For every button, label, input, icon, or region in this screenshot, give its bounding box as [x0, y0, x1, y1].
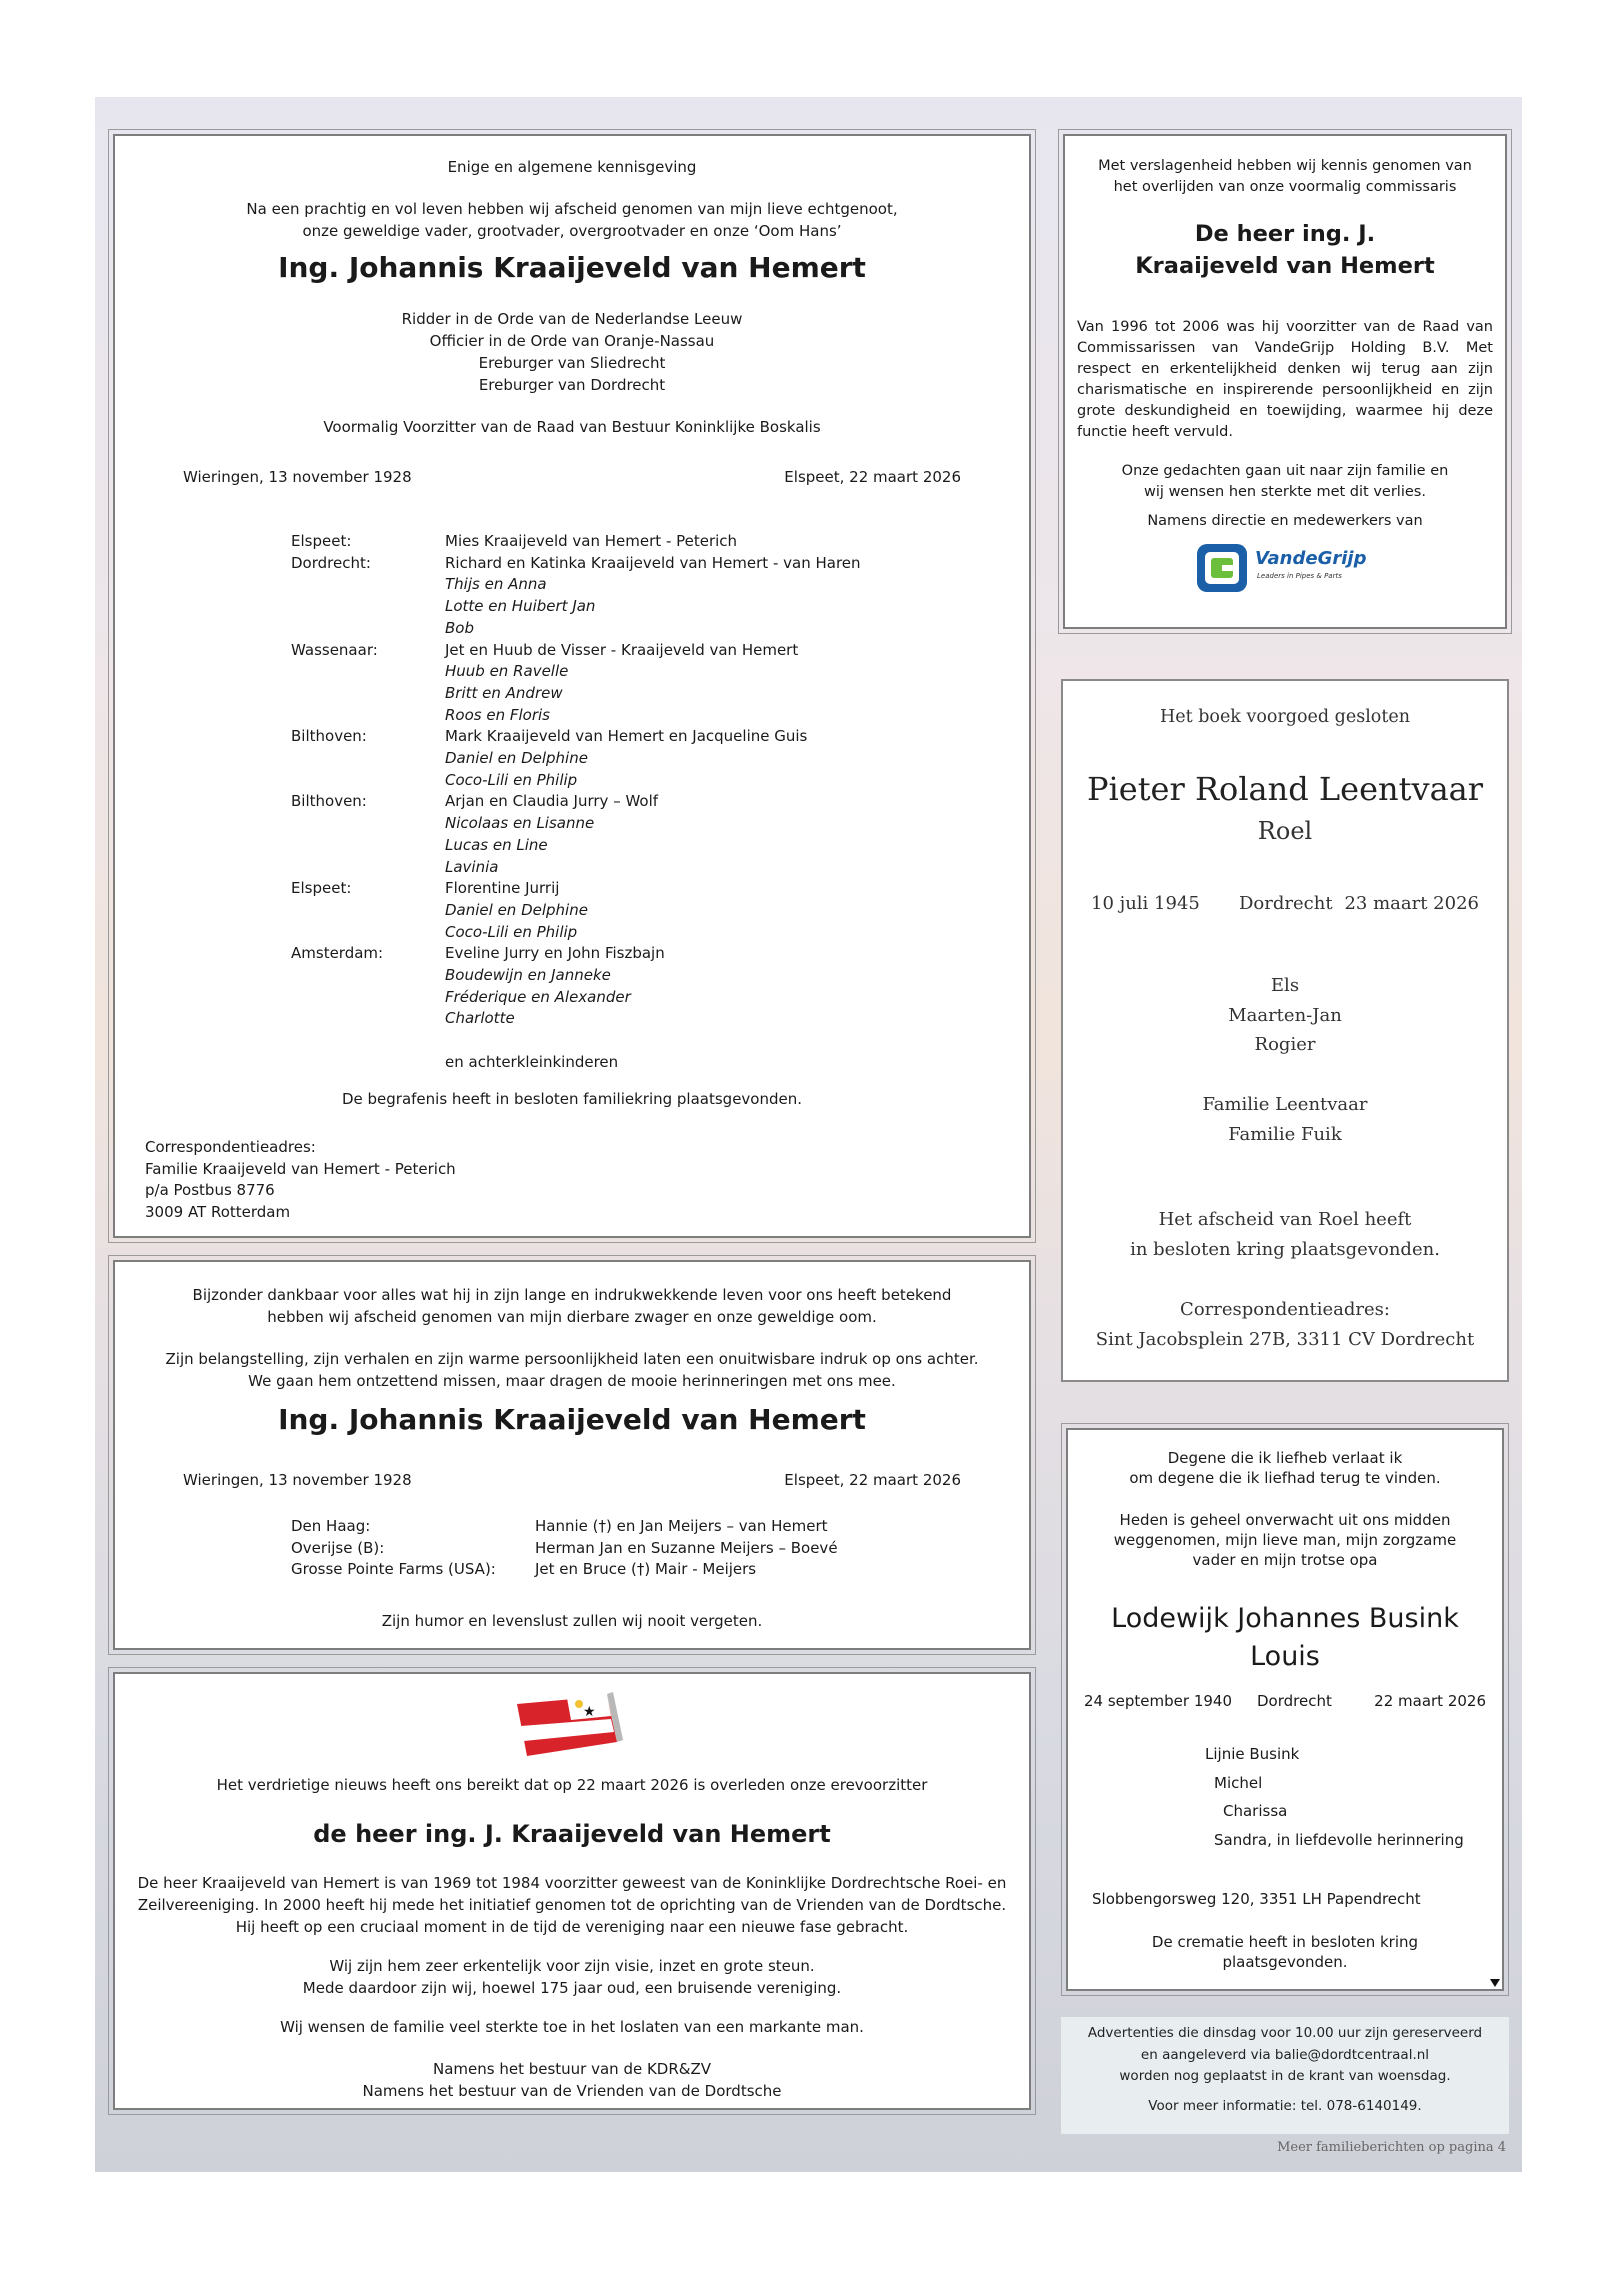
family-place: Wassenaar: — [291, 640, 378, 659]
obituary-ad-kraaijeveld-family — [113, 134, 1031, 1238]
family-name: Charissa — [1223, 1802, 1288, 1820]
address-line: Sint Jacobsplein 27B, 3311 CV Dordrecht — [1095, 1328, 1475, 1350]
family-member: Hannie (†) en Jan Meijers – van Hemert — [535, 1517, 828, 1535]
address-label: Correspondentieadres: — [1180, 1299, 1390, 1320]
family-member: Thijs en Anna — [445, 575, 547, 594]
birth-date: 10 juli 1945 — [1091, 893, 1200, 914]
intro-line: Zijn belangstelling, zijn verhalen en zijn warme persoonlijkheid laten een onuitwisbare indruk op ons achter. — [165, 1350, 979, 1368]
farewell-line: Het afscheid van Roel heeft — [1158, 1209, 1412, 1230]
family-name: Michel — [1214, 1773, 1263, 1792]
signature-line: Namens directie en medewerkers van — [1147, 513, 1423, 529]
children-list — [1063, 971, 1507, 1060]
thoughts-line: Onze gedachten gaan uit naar zijn familie en — [1121, 463, 1449, 479]
family-member: en achterkleinkinderen — [445, 1052, 619, 1071]
birth-date-place: Wieringen, 13 november 1928 — [183, 468, 412, 486]
page-background — [95, 97, 1522, 2172]
family-place: Bilthoven: — [291, 792, 367, 811]
family-member: Eveline Jurry en John Fiszbajn — [445, 944, 665, 963]
closing-line: Zijn humor en levenslust zullen wij nooit vergeten. — [381, 1612, 763, 1630]
ad-header: Enige en algemene kennisgeving — [447, 158, 697, 176]
deceased-name: de heer ing. J. Kraaijeveld van Hemert — [313, 1820, 831, 1848]
family-member: Richard en Katinka Kraaijeveld van Hemert - van Haren — [445, 553, 861, 572]
family-member: Bob — [445, 618, 474, 637]
tribute-line: functie heeft vervuld. — [1077, 424, 1233, 440]
thoughts-line: wij wensen hen sterkte met dit verlies. — [1144, 484, 1426, 500]
vandegrijp-logo-icon — [1195, 542, 1249, 594]
family-member: Britt en Andrew — [445, 683, 563, 702]
intro-line: hebben wij afscheid genomen van mijn dierbare zwager en onze geweldige oom. — [267, 1308, 877, 1326]
obituary-ad-busink — [1066, 1428, 1504, 1991]
farewell-line: in besloten kring plaatsgevonden. — [1130, 1238, 1440, 1260]
family-place: Elspeet: — [291, 879, 352, 898]
death-date-place: Elspeet, 22 maart 2026 — [784, 1471, 961, 1489]
obituary-ad-vandegrijp — [1063, 134, 1507, 629]
address-line: Correspondentieadres: — [145, 1138, 316, 1156]
tribute-line: Van 1996 tot 2006 was hij voorzitter van de Raad van — [1077, 319, 1493, 335]
intro-line: vader en mijn trotse opa — [1192, 1551, 1378, 1569]
family-member: Lotte en Huibert Jan — [445, 597, 596, 616]
family-member: Coco-Lili en Philip — [445, 922, 578, 941]
advertising-notice — [1061, 2017, 1509, 2134]
tribute-line: Commissarissen van VandeGrijp Holding B.V. Met — [1077, 340, 1493, 356]
intro-line: We gaan hem ontzettend missen, maar dragen de mooie herinneringen met ons mee. — [248, 1372, 896, 1390]
family-name: Familie Leentvaar — [1202, 1094, 1368, 1115]
deceased-nickname: Louis — [1250, 1641, 1320, 1672]
ad-header: Het boek voorgoed gesloten — [1160, 707, 1410, 727]
family-member: Mark Kraaijeveld van Hemert en Jacqueline Guis — [445, 727, 808, 746]
birth-date: 24 september 1940 — [1084, 1692, 1233, 1710]
family-name: Lijnie Busink — [1205, 1745, 1300, 1763]
family-place: Overijse (B): — [291, 1538, 385, 1557]
deceased-name: De heer ing. J. — [1194, 221, 1376, 247]
quote-line: om degene die ik liefhad terug te vinden. — [1129, 1469, 1441, 1487]
deceased-nickname: Roel — [1257, 817, 1313, 845]
family-member: Lavinia — [445, 857, 499, 876]
club-flag-logo — [513, 1682, 625, 1764]
address-line: p/a Postbus 8776 — [145, 1181, 275, 1199]
body-line: Wij wensen de familie veel sterkte toe in het loslaten van een markante man. — [280, 2018, 864, 2036]
cremation-line: plaatsgevonden. — [1222, 1953, 1348, 1971]
family-member: Florentine Jurrij — [445, 879, 560, 898]
logo-tagline: Leaders in Pipes & Parts — [1257, 572, 1342, 580]
quote-line: Degene die ik liefheb verlaat ik — [1167, 1449, 1403, 1467]
child-name: Els — [1270, 975, 1300, 996]
notice-line: worden nog geplaatst in de krant van woensdag. — [1119, 2068, 1451, 2084]
family-member: Boudewijn en Janneke — [445, 966, 611, 984]
former-position: Voormalig Voorzitter van de Raad van Bestuur Koninklijke Boskalis — [323, 418, 821, 436]
body-line: Hij heeft op een cruciaal moment in de tijd de vereniging naar een nieuwe fase gebracht. — [235, 1918, 909, 1936]
address-line: 3009 AT Rotterdam — [145, 1202, 291, 1221]
obituary-ad-leentvaar — [1061, 679, 1509, 1382]
page-footer: Meer familieberichten op pagina 4 — [1277, 2140, 1506, 2155]
intro-line: weggenomen, mijn lieve man, mijn zorgzame — [1113, 1531, 1457, 1549]
intro-line: Met verslagenheid hebben wij kennis genomen van — [1098, 158, 1472, 174]
family-place: Dordrecht: — [291, 553, 371, 572]
death-date: 23 maart 2026 — [1344, 893, 1479, 914]
correspondence-address — [145, 1137, 456, 1223]
body-line: Zeilvereeniging. In 2000 heeft hij mede het initiatief genomen tot de oprichting van de Vrienden van de Dordtsche. — [137, 1896, 1007, 1914]
death-date: 22 maart 2026 — [1374, 1692, 1486, 1710]
notice-contact: Voor meer informatie: tel. 078-6140149. — [1148, 2097, 1422, 2114]
body-line: Mede daardoor zijn wij, hoewel 175 jaar oud, een bruisende vereniging. — [302, 1979, 842, 1997]
tribute-line: respect en erkentelijkheid denken wij terug aan zijn — [1077, 361, 1493, 377]
child-name: Rogier — [1254, 1034, 1316, 1055]
family-member: Daniel en Delphine — [445, 900, 588, 919]
continued-arrow-icon — [1490, 1979, 1500, 1987]
honor-line: Ereburger van Dordrecht — [478, 376, 666, 394]
deceased-name: Kraaijeveld van Hemert — [1135, 253, 1435, 279]
cremation-line: De crematie heeft in besloten kring — [1151, 1933, 1419, 1951]
place: Dordrecht — [1257, 1692, 1332, 1710]
signature-line: Namens het bestuur van de Vrienden van de Dordtsche — [362, 2082, 782, 2100]
honor-line: Officier in de Orde van Oranje-Nassau — [429, 332, 715, 350]
deceased-name: Pieter Roland Leentvaar — [1086, 770, 1484, 808]
honor-line: Ereburger van Sliedrecht — [478, 354, 666, 372]
family-list — [1205, 1740, 1464, 1854]
family-member: Huub en Ravelle — [445, 662, 569, 681]
family-place: Grosse Pointe Farms (USA): — [291, 1560, 496, 1579]
child-name: Maarten-Jan — [1228, 1004, 1342, 1026]
family-member: Mies Kraaijeveld van Hemert - Peterich — [445, 532, 738, 550]
family-place: Elspeet: — [291, 532, 352, 550]
family-name: Familie Fuik — [1228, 1123, 1342, 1145]
flag-star: ★ — [583, 1704, 596, 1720]
family-place: Bilthoven: — [291, 727, 367, 746]
honors-list — [115, 308, 1029, 396]
family-member: Herman Jan en Suzanne Meijers – Boevé — [535, 1538, 838, 1557]
tribute-line: grote deskundigheid en toewijding, waarmee hij deze — [1077, 403, 1493, 419]
body-line: Wij zijn hem zeer erkentelijk voor zijn visie, inzet en grote steun. — [329, 1957, 815, 1975]
notice-line: Advertenties die dinsdag voor 10.00 uur zijn gereserveerd — [1087, 2025, 1483, 2041]
intro-line: onze geweldige vader, grootvader, overgrootvader en onze ‘Oom Hans’ — [302, 222, 842, 240]
intro-line: Na een prachtig en vol leven hebben wij afscheid genomen van mijn lieve echtgenoot, — [246, 200, 898, 218]
death-date-place: Elspeet, 22 maart 2026 — [784, 468, 961, 486]
family-member: Arjan en Claudia Jurry – Wolf — [445, 792, 659, 811]
family-name: Sandra, in liefdevolle herinnering — [1214, 1830, 1464, 1849]
deceased-name: Ing. Johannis Kraaijeveld van Hemert — [278, 1403, 866, 1436]
vandegrijp-logo — [1195, 540, 1375, 596]
obituary-ad-rowing-club — [113, 1672, 1031, 2110]
family-place: Den Haag: — [291, 1517, 371, 1535]
family-member: Roos en Floris — [445, 705, 550, 724]
deceased-name: Lodewijk Johannes Busink — [1111, 1603, 1459, 1634]
intro-line: het overlijden van onze voormalig commissaris — [1113, 179, 1457, 195]
body-line: De heer Kraaijeveld van Hemert is van 1969 tot 1984 voorzitter geweest van de Koninklijke Dordrechtsche Roei- en — [137, 1874, 1007, 1892]
family-member: Fréderique en Alexander — [445, 987, 631, 1006]
family-member: Daniel en Delphine — [445, 749, 588, 767]
tribute-text — [1077, 317, 1493, 443]
obituary-ad-nephews-nieces — [113, 1260, 1031, 1650]
family-place: Amsterdam: — [291, 944, 384, 963]
family-member: Jet en Huub de Visser - Kraaijeveld van Hemert — [445, 640, 799, 659]
address-line: Slobbengorsweg 120, 3351 LH Papendrecht — [1092, 1890, 1421, 1908]
family-list — [1063, 1090, 1507, 1149]
family-member: Jet en Bruce (†) Mair - Meijers — [535, 1560, 757, 1579]
intro-line: Het verdrietige nieuws heeft ons bereikt dat op 22 maart 2026 is overleden onze erevoorzitter — [216, 1776, 928, 1794]
intro-line: Bijzonder dankbaar voor alles wat hij in zijn lange en indrukwekkende leven voor ons heeft betekend — [192, 1286, 952, 1304]
funeral-note: De begrafenis heeft in besloten familiekring plaatsgevonden. — [341, 1090, 803, 1108]
deceased-name: Ing. Johannis Kraaijeveld van Hemert — [278, 251, 866, 284]
address-line: Familie Kraaijeveld van Hemert - Peterich — [145, 1159, 456, 1178]
tribute-line: charismatische en inspirerende persoonlijkheid en zijn — [1077, 382, 1493, 398]
intro-line: Heden is geheel onverwacht uit ons midden — [1119, 1511, 1451, 1529]
logo-wordmark: VandeGrijp — [1255, 548, 1367, 569]
notice-line: en aangeleverd via balie@dordtcentraal.nl — [1140, 2046, 1430, 2063]
family-member: Charlotte — [445, 1009, 515, 1028]
flag-star-gold — [575, 1700, 583, 1708]
family-member: Lucas en Line — [445, 835, 548, 854]
family-member: Coco-Lili en Philip — [445, 770, 578, 789]
family-member: Nicolaas en Lisanne — [445, 814, 595, 833]
birth-date-place: Wieringen, 13 november 1928 — [183, 1471, 412, 1489]
honor-line: Ridder in de Orde van de Nederlandse Leeuw — [401, 310, 743, 328]
place: Dordrecht — [1239, 893, 1333, 914]
signature-line: Namens het bestuur van de KDR&ZV — [432, 2060, 712, 2078]
